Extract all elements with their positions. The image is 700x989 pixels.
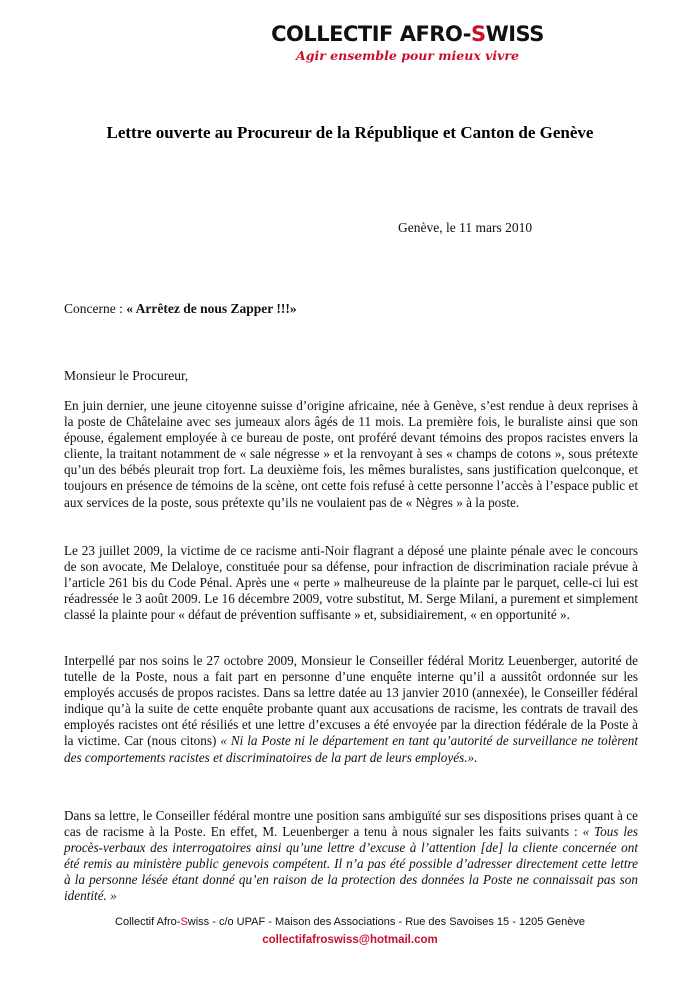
subject-line: [64, 301, 297, 317]
letterhead: [0, 22, 700, 63]
footer-address-accent: S: [180, 916, 188, 928]
subject-label: Concerne :: [64, 301, 127, 316]
slogan: Agir ensemble pour mieux vivre: [296, 48, 519, 63]
paragraph-4-quote: « Tous les procès-verbaux des interrogatoires ainsi qu’une lettre d’excuse à l’attention [de] la cliente concernée ont été remis au ministère public genevois compétent. Il n’a pas été possible d’adresser directement cette lettre à la personne lésée étant donné qu’en raison de la protection des données la Poste ne connaissait pas son identité. »: [64, 824, 638, 904]
paragraph-4: [64, 808, 638, 905]
paragraph-3-text: Interpellé par nos soins le 27 octobre 2009, Monsieur le Conseiller fédéral Moritz Leuenberger, autorité de tutelle de la Poste, nous a fait part en personne d’une enquête interne qu’il a aussitôt ordonnée sur les employés accusés de propos racistes. Dans sa lettre datée au 13 janvier 2010 (annexée), le Conseiller fédéral indique qu’à la suite de cette enquête probante quant aux accusations de racisme, les contrats de travail des employés racistes ont été résiliés et une lettre d’excuses a été envoyée par la direction fédérale de la Poste à la victime. Car (nous citons): [64, 653, 638, 749]
subject-value: « Arrêtez de nous Zapper !!!»: [126, 301, 297, 316]
paragraph-3: [64, 653, 638, 766]
paragraph-2: Le 23 juillet 2009, la victime de ce racisme anti-Noir flagrant a déposé une plainte pénale avec le concours de son avocate, Me Delaloye, constituée pour sa défense, pour infraction de discrimination raciale prévue à l’article 261 bis du Code Pénal. Après une « perte » malheureuse de la plainte par le parquet, celle-ci lui est réadressée le 3 août 2009. Le 16 décembre 2009, votre substitut, M. Serge Milani, a purement et simplement classé la plainte pour « défaut de prévention suffisante » et, subsidiairement, « en opportunité ».: [64, 543, 638, 623]
organization-name: [115, 22, 700, 46]
footer-email[interactable]: collectifafroswiss@hotmail.com: [262, 934, 438, 946]
org-name-part: WISS: [485, 22, 544, 46]
footer-address-part: wiss - c/o UPAF - Maison des Associations - Rue des Savoises 15 - 1205 Genève: [187, 916, 585, 928]
paragraph-1: En juin dernier, une jeune citoyenne suisse d’origine africaine, née à Genève, s’est rendue à deux reprises à la poste de Châtelaine avec ses jumeaux alors âgés de 11 mois. La première fois, le buraliste ainsi que son épouse, également employée à ce bureau de poste, ont proféré devant témoins des propos racistes envers la cliente, la traitant notamment de « sale négresse » et la renvoyant à ses « champs de cotons », sous prétexte qu’un des bébés pleurait trop fort. La deuxième fois, les mêmes buralistes, sans justification quelconque, et toujours en présence de témoins de la scène, ont cette fois refusé à cette personne l’accès à l’espace public et aux services de la poste, sous prétexte qu’ils ne voulaient pas de « Nègres » à la poste.: [64, 398, 638, 510]
footer-address-part: Collectif Afro-: [115, 916, 181, 928]
paragraph-4-text: Dans sa lettre, le Conseiller fédéral montre une position sans ambiguïté sur ses dispositions prises quant à ce cas de racisme à la Poste. En effet, M. Leuenberger a tenu à nous signaler les faits suivants :: [64, 808, 638, 840]
salutation: Monsieur le Procureur,: [64, 368, 189, 383]
org-name-part: COLLECTIF AFRO-: [271, 22, 471, 46]
footer-address: [0, 916, 700, 928]
letter-date: Genève, le 11 mars 2010: [398, 220, 533, 235]
paragraph-3-quote: « Ni la Poste ni le département en tant qu’autorité de surveillance ne tolèrent des comportements racistes et discriminatoires de la part de leurs employés.».: [64, 733, 638, 765]
letter-title: Lettre ouverte au Procureur de la République et Canton de Genève: [106, 123, 594, 142]
org-name-accent: S: [470, 22, 486, 46]
